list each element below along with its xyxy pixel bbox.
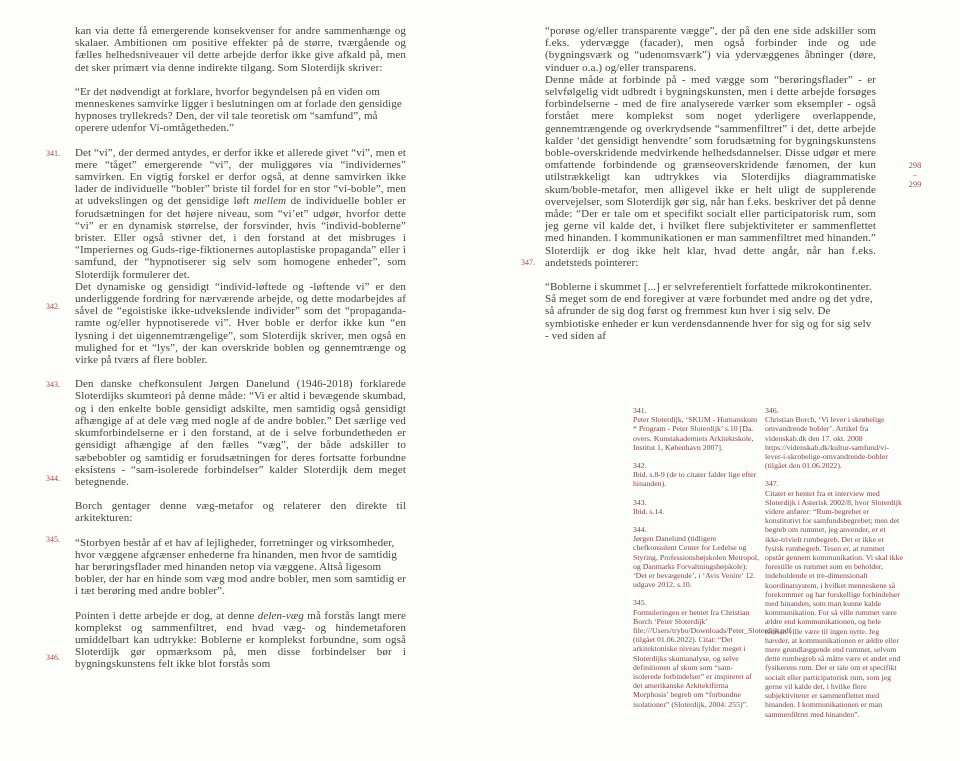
body-paragraph: Den danske chefkonsulent Jørgen Danelund (1946-2018) forklarede Sloterdijks skumteori på denne måde: “Vi er altid i bevægende skumbad, og i den enkelte boble gensidigt adskilte, men samtidig også gensidigt afhængige af at dele væg med nogle af de andre bobler.” Det særlige ved skumforbindelserne er i den forstand, at de i selve forbundetheden er gensidigt afhængige af den fælles “væg”, der både adskiller to sæbebobler og samtidig er forudsætningen for deres fortsatte forbundne eksistens - “sam-isolerede forbindelser” kalder Sloterdijk dem meget betegnende. — [75, 378, 406, 488]
body-paragraph: Denne måde at forbinde på - med vægge som “berøringsflader” - er selvfølgelig vidt udbredt i bygningskunsten, men i dette arbejde forsøges forbindelserne - med de fire analyserede værker som eksempler - også forstået mere komplekst som noget yderligere overlappende, gennemtrængende og overkrydsende “sammenfiltret” i det, dette arbejde kalder ‘det gensidigt henvendte’ som forudsætning for bygningskunstens boble-overskridende medvirkende helhedsdannelser. Disse udgør et mere omfattende forbindende og grænseoverskridende fænomen, der kun utilstrækkeligt kan udtrykkes via Sloterdijks diagrammatiske skum/boble-metafor, men alligevel ikke er helt uligt de supplerende overvejelser, som Sloterdijk gør sig, når han f.eks. beskriver det på denne måde: “Der er tale om et specifikt socialt eller participatorisk rum, som jeg gerne vil kalde det, i hvilket flere subjektiviteter er sammenflettet med hinanden. I kommunikationen er man sammenfiltret med hinanden.” Sloterdijk er dog ikke helt klar, hvad dette angår, når han f.eks. andetsteds pointerer: — [545, 73, 876, 269]
footnote-number: 346. — [765, 406, 779, 415]
footnote-number: 347. — [765, 479, 779, 489]
footnote-number: 345. — [633, 598, 647, 608]
page-number-right: 299 — [908, 178, 922, 189]
margin-note-345: 345. — [46, 535, 60, 544]
left-page-column — [75, 25, 406, 671]
right-page-column — [545, 25, 876, 342]
footnote-number: 343. — [633, 497, 647, 507]
footnote — [633, 598, 792, 709]
footnote-text: Formuleringen er hentet fra Christian Borch ‘Peter Sloterdijk’ file:///Users/trybo/Downloads/Peter_Sloterdijk.pdf (tilgået 01.06.2022). Citat: “Det arkitektoniske niveau fylder meget i Sloterdijks skumanalyse, og selve definitionen af skum som “sam-isolerede forbindelser” er inspireret af det amerikanske Arkitektfirma Morphosis’ begreb om “forbundne isolationer” (Sloterdijk, 2004: 255)”. — [633, 607, 792, 709]
footnote-text: Ibid. s.8-9 (de to citater falder lige efter hinanden). — [633, 470, 757, 489]
footnote — [633, 525, 761, 589]
footnote-column-2 — [765, 406, 903, 728]
footnote — [765, 479, 903, 718]
margin-note-343: 343. — [46, 380, 60, 389]
body-paragraph: kan via dette få emergerende konsekvenser for andre sammenhænge og skalaer. Ambitionen om positive effekter på de større, tværgående og fælles helhedsniveauer vil dette arbejde derfor ikke give afkald på, men det sker primært via denne indirekte tilgang. Som Sloterdijk skriver: — [75, 25, 406, 74]
margin-note-344: 344. — [46, 474, 60, 483]
body-paragraph: Pointen i dette arbejde er dog, at denne delen-væg må forstås langt mere komplekst og sammenfiltret, end hvad væg- og hindemetaforen umiddelbart kan udtrykke: Boblerne er komplekst forbundne, som også Sloterdijk gør opmærksom på, men disse forbindelser bør i bygningskunstens felt ikke blot forstås som — [75, 609, 406, 671]
footnote-text: Christian Borch, ‘Vi lever i skrøbelige omvandrende bobler’. Artikel fra videnskab.dk den 17. okt. 2008 https://videnskab.dk/kultur-samfund/vi-lever-i-skrobelige-omvandrende-bobler (tilgået den 01.06.2022). — [765, 415, 889, 471]
page-number-left: 298 — [908, 160, 922, 170]
body-paragraph: Borch gentager denne væg-metafor og relaterer den direkte til arkitekturen: — [75, 500, 406, 525]
footnote-text: Peter Sloterdijk, ‘SKUM - Humanskum * Program - Peter Sloterdijk’ s.10 [Da. overs. Kunstakademiets Arkitektskole, Institut 1, København 2007]. — [633, 415, 758, 452]
footnote-text: Jørgen Danelund (tidligere chefkonsulent Center for Ledelse og Styring, Professionshøjskolen Metropol, og Danmarks Forvaltningshøjskole): ‘Det er bevægende’, i ‘Avis Venire’ 12. udgave 2012, s.10. — [633, 534, 760, 590]
page-number-indicator — [897, 160, 933, 189]
margin-note-347: 347. — [521, 258, 535, 267]
quote-paragraph: “Er det nødvendigt at forklare, hvorfor begyndelsen på en viden om menneskenes samvirke ligger i beslutningen om at forlade den gensidige hypnoses tryllekreds? Den, der vil tale teoretisk om “samfund”, må operere udenfor Vi-omtågetheden.” — [75, 85, 402, 135]
footnote — [633, 406, 761, 452]
body-paragraph: Det dynamiske og gensidigt “individ-løftede og -løftende vi” er den underliggende fordring for nærværende arbejde, og dette modarbejdes af såvel de “egoistiske ikke-udvekslende individer” som det “propaganda-ramte og/eller hypnotiserede vi”. Hver boble er derfor ikke kun “en lysning i det uigennemtrængelige”, som Sloterdijk skriver, men også en mulighed for et “lys”, der kan overskride boblen og gennemtrænge og virke på tværs af flere bobler. — [75, 280, 406, 367]
footnote-number: 342. — [633, 461, 647, 471]
footnote-text: Ibid. s.14. — [633, 506, 665, 516]
margin-note-342: 342. — [46, 302, 60, 311]
margin-note-346: 346. — [46, 653, 60, 662]
quote-paragraph: “Storbyen består af et hav af lejligheder, forretninger og virksomheder, hvor væggene afgrænser enhederne fra hinanden, men hvor de samtidig har berøringsflader med hinanden netop via væggene. Altså ligesom bobler, der har en hinde som væg mod andre bobler, men som samtidig er i tæt berøring med andre bobler”. — [75, 536, 406, 598]
body-paragraph: Det “vi”, der dermed antydes, er derfor ikke et allerede givet “vi”, men et mere “tåget” emergerende “vi”, der muliggøres via “individernes” samvirken. En vigtig forskel er derfor også, at denne samvirken ikke lader de individuelle “bobler” briste til fordel for en stor “vi-boble”, men at udvekslingen og det gensidige løft mellem de individuelle bobler er forudsætningen for det højere niveau, som “vi’et” udgør, hvorfor dette “vi” er en dynamisk størrelse, der forsvinder, hvis “individ-boblerne” brister. Eller også stivner det, i den forstand at det misbruges i “Imperiernes og Guds-rige-fiktionernes autoplastiske propaganda” eller i samfund, der “hypnotiserer sig selv som homogene enheder”, som Sloterdijk formulerer det. — [75, 146, 406, 281]
footnote — [765, 406, 903, 470]
body-paragraph: “porøse og/eller transparente vægge”, der på den ene side adskiller som f.eks. ydervægge (facader), men også forbinder inde og ude (bygningsværk og “udenomsværk”) via ydervæggenes åbninger (døre, vinduer o.a.) og/eller transparens. — [545, 25, 876, 74]
margin-note-341: 341. — [46, 149, 60, 158]
footnote-number: 341. — [633, 406, 647, 415]
footnote — [633, 498, 761, 516]
footnote-text: Citatet er hentet fra et interview med Sloterdijk i Asterisk 2002/8, hvor Sloterdijk videre anfører: “Rum-begrebet er konstitutivt for samfundsbegrebet; men det begreb om rummet, jeg anvender, er et ikke-trivielt rumbegreb. Det er ikke et fysisk rumbegreb. Tesen er, at rummet opstår gennem kommunikation. Vi skal ikke forestille os rummet som en beholder, indeholdende et tre-dimensionalt koordinatsystem, i hvilket menneskene så forekommer og har forskellige forbindelser med hinanden, som man kunne kalde kommunikation. For så ville rummet være ældre end kommunikationen, og hele teorien ville være til ingen nytte. Jeg hævder, at kommunikationen er ældre eller mere grundlæggende end rummet, selvom dette rumbegreb så måtte være et andet end fysikerens rum. Der er tale om et specifikt socialt eller participatorisk rum, som jeg gerne vil kalde det, i hvilke flere subjektiviteter er sammenflettet med hinanden. I kommunikationen er man sammenfiltret med hinanden”. — [765, 488, 903, 719]
quote-paragraph: “Boblerne i skummet [...] er selvreferentielt forfattede mikrokontinenter. Så meget som de end foregiver at være forbundet med andre og det ydre, så afrunder de sig dog først og fremmest kun hver i sig selv. De symbiotiske enheder er kun verdensdannende hver for sig og for sig selv - ved siden af — [545, 281, 873, 342]
page-number-separator: – — [913, 169, 917, 179]
footnote — [633, 461, 761, 489]
footnote-number: 344. — [633, 525, 647, 535]
